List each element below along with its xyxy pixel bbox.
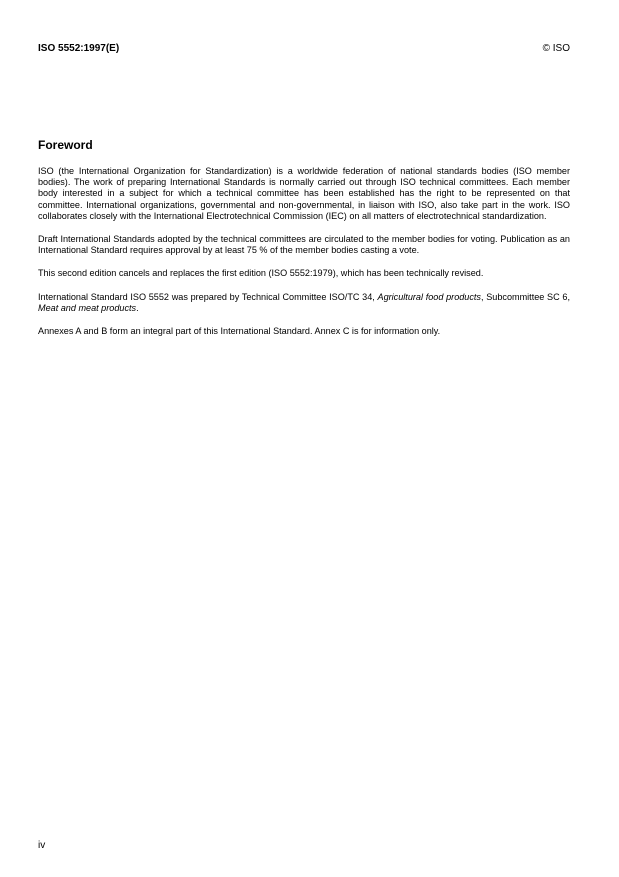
paragraph-edition: This second edition cancels and replaces the first edition (ISO 5552:1979), which has been technically revised. xyxy=(38,268,484,279)
prepared-by-suffix: . xyxy=(136,302,139,313)
subcommittee-name: Meat and meat products xyxy=(38,302,137,313)
document-id: ISO 5552:1997(E) xyxy=(38,43,120,54)
copyright-notice: © ISO xyxy=(542,43,570,54)
paragraph-prepared-by xyxy=(38,292,570,314)
prepared-by-prefix: International Standard ISO 5552 was prepared by Technical Committee ISO/TC 34, xyxy=(38,291,378,302)
paragraph-annexes: Annexes A and B form an integral part of this International Standard. Annex C is for information only. xyxy=(38,326,441,337)
foreword-body xyxy=(38,166,570,337)
prepared-by-middle: , Subcommittee SC 6, xyxy=(480,291,570,302)
paragraph-iso-intro: ISO (the International Organization for Standardization) is a worldwide federation of national standards bodies (ISO member bodies). The work of preparing International Standards is normally carried out through ISO technical committees. Each member body interested in a subject for which a technical committee has been established has the right to be represented on that committee. International organizations, governmental and non-governmental, in liaison with ISO, also take part in the work. ISO collaborates closely with the International Electrotechnical Commission (IEC) on all matters of electrotechnical standardization. xyxy=(38,166,570,221)
page-number: iv xyxy=(38,840,46,851)
paragraph-draft-standards: Draft International Standards adopted by the technical committees are circulated to the member bodies for voting. Publication as an International Standard requires approval by at least 75 % of the member bodies casting a vote. xyxy=(38,234,570,256)
section-title: Foreword xyxy=(38,138,93,152)
committee-name: Agricultural food products xyxy=(377,291,481,302)
